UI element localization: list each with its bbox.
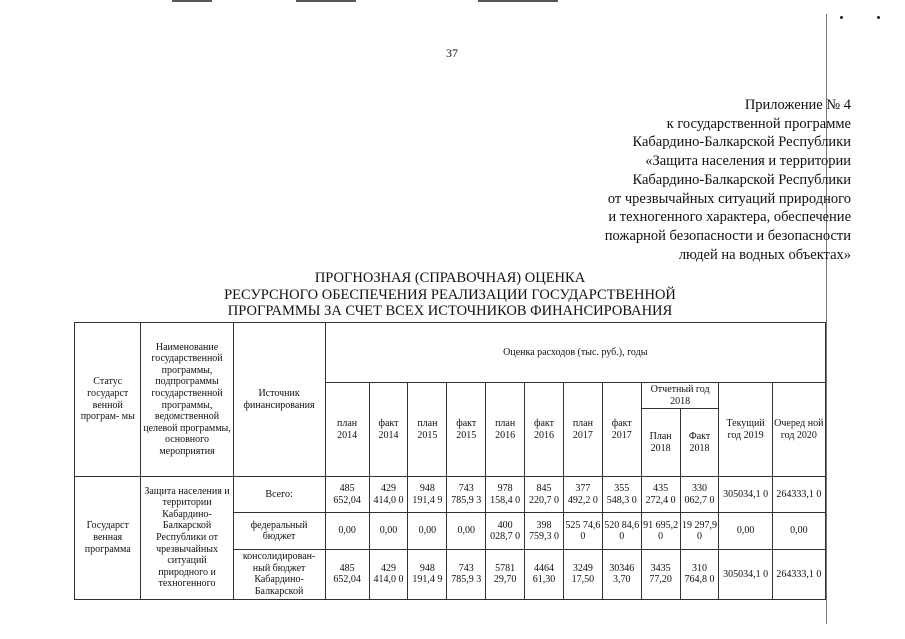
value-cell: 264333,1 0 [772,550,825,599]
value-cell: 0,00 [772,513,825,550]
value-cell: 305034,1 0 [719,550,772,599]
source-cell: Всего: [233,477,325,513]
appendix-line: Кабардино-Балкарской Республики [632,171,851,188]
value-cell: 0,00 [325,513,369,550]
value-cell: 398 759,3 0 [525,513,564,550]
value-cell: 0,00 [369,513,408,550]
value-cell: 485 652,04 [325,550,369,599]
value-cell: 400 028,7 0 [486,513,525,550]
value-cell: 845 220,7 0 [525,477,564,513]
header-col: факт 2015 [447,383,486,477]
value-cell: 743 785,9 3 [447,550,486,599]
value-cell: 978 158,4 0 [486,477,525,513]
value-cell: 3435 77,20 [641,550,680,599]
status-cell: Государст венная программа [75,477,141,599]
appendix-line: к государственной программе [666,115,851,132]
value-cell: 0,00 [447,513,486,550]
header-estimate: Оценка расходов (тыс. руб.), годы [325,323,825,383]
value-cell: 5781 29,70 [486,550,525,599]
scan-artifact-line [478,0,558,2]
header-col: Очеред ной год 2020 [772,383,825,477]
value-cell: 377 492,2 0 [563,477,602,513]
value-cell: 0,00 [408,513,447,550]
value-cell: 3249 17,50 [563,550,602,599]
value-cell: 330 062,7 0 [680,477,719,513]
title-line: РЕСУРСНОГО ОБЕСПЕЧЕНИЯ РЕАЛИЗАЦИИ ГОСУДАРСТВЕННОЙ [224,286,676,303]
value-cell: 435 272,4 0 [641,477,680,513]
scan-dot [877,16,880,19]
header-col: факт 2017 [602,383,641,477]
header-name: Наименование государственной программы, подпрограммы государственной программы, ведомственной целевой программы, основного мероприятия [141,323,233,477]
scan-dot [840,16,843,19]
header-report-year: Отчетный год 2018 [641,383,719,409]
value-cell: 520 84,6 0 [602,513,641,550]
value-cell: 355 548,3 0 [602,477,641,513]
value-cell: 264333,1 0 [772,477,825,513]
page-number: 37 [446,46,458,60]
appendix-line: «Защита населения и территории [645,153,851,170]
value-cell: 485 652,04 [325,477,369,513]
header-source: Источник финансирования [233,323,325,477]
value-cell: 305034,1 0 [719,477,772,513]
value-cell: 429 414,0 0 [369,477,408,513]
header-col: Текущий год 2019 [719,383,772,477]
header-col: факт 2014 [369,383,408,477]
value-cell: 948 191,4 9 [408,550,447,599]
value-cell: 91 695,2 0 [641,513,680,550]
resource-table [74,322,826,600]
value-cell: 19 297,9 0 [680,513,719,550]
header-status: Статус государст венной програм- мы [75,323,141,477]
scan-artifact-line [296,0,356,2]
header-col: Факт 2018 [680,409,719,477]
scan-artifact-line [172,0,212,2]
value-cell: 310 764,8 0 [680,550,719,599]
value-cell: 743 785,9 3 [447,477,486,513]
name-cell: Защита населения и территории Кабардино-Балкарской Республики от чрезвычайных ситуаций природного и техногенного [141,477,233,599]
appendix-line: Кабардино-Балкарской Республики [632,134,851,151]
appendix-line: людей на водных объектах» [678,246,851,263]
value-cell: 0,00 [719,513,772,550]
document-title [150,270,750,320]
title-line: ПРОГНОЗНАЯ (СПРАВОЧНАЯ) ОЦЕНКА [314,270,586,286]
appendix-line: пожарной безопасности и безопасности [604,227,851,244]
appendix-line: от чрезвычайных ситуаций природного [607,190,851,207]
header-col: план 2015 [408,383,447,477]
source-cell: федеральный бюджет [233,513,325,550]
value-cell: 429 414,0 0 [369,550,408,599]
value-cell: 30346 3,70 [602,550,641,599]
value-cell: 948 191,4 9 [408,477,447,513]
value-cell: 525 74,6 0 [563,513,602,550]
appendix-line: и техногенного характера, обеспечение [608,209,851,226]
value-cell: 4464 61,30 [525,550,564,599]
source-cell: консолидирован- ный бюджет Кабардино- Балкарской [233,550,325,599]
header-col: план 2014 [325,383,369,477]
appendix-header [605,96,851,264]
appendix-line: Приложение № 4 [744,97,851,113]
header-col: План 2018 [641,409,680,477]
title-line: ПРОГРАММЫ ЗА СЧЕТ ВСЕХ ИСТОЧНИКОВ ФИНАНСИРОВАНИЯ [227,303,673,319]
table-row [75,477,826,513]
header-col: план 2017 [563,383,602,477]
header-col: факт 2016 [525,383,564,477]
header-col: план 2016 [486,383,525,477]
